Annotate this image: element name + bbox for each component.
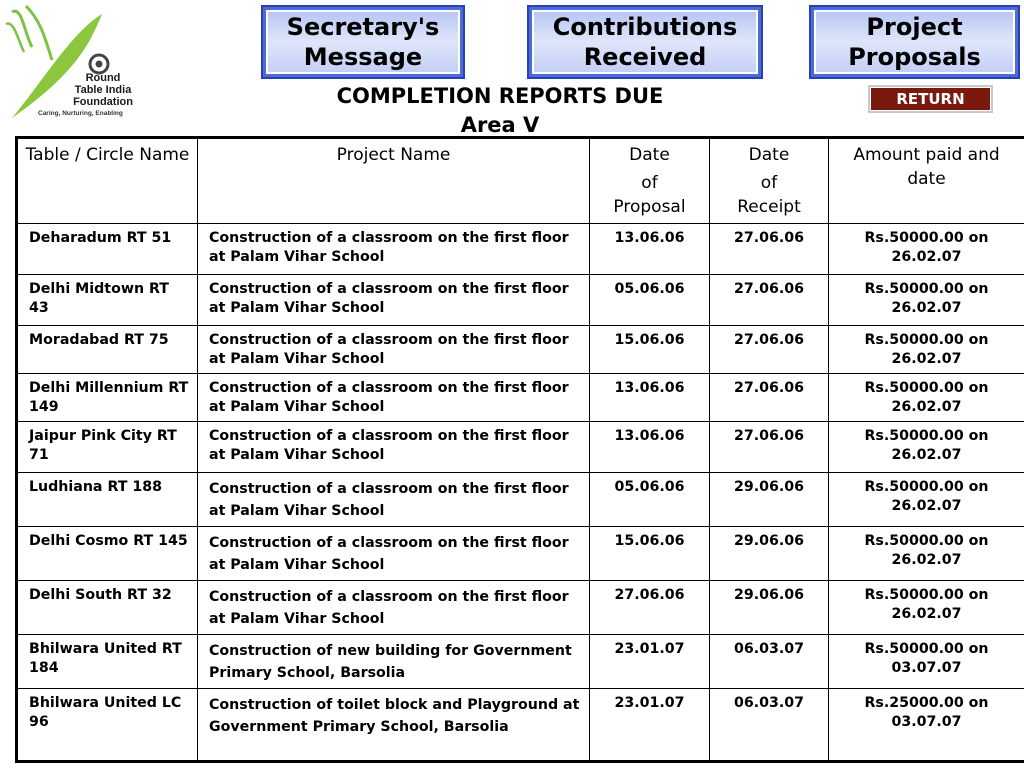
cell-proposal-date: 13.06.06 — [590, 422, 710, 473]
cell-project: Construction of a classroom on the first floor at Palam Vihar School — [198, 374, 590, 422]
cell-receipt-date: 27.06.06 — [710, 374, 829, 422]
cell-name: Jaipur Pink City RT 71 — [17, 422, 198, 473]
secretarys-message-label: Secretary's Message — [266, 10, 460, 74]
cell-amount: Rs.50000.00 on 26.02.07 — [829, 581, 1024, 635]
cell-amount: Rs.50000.00 on 26.02.07 — [829, 473, 1024, 527]
cell-amount: Rs.25000.00 on 03.07.07 — [829, 689, 1024, 762]
cell-proposal-date: 05.06.06 — [590, 473, 710, 527]
table-row — [17, 635, 1024, 689]
cell-receipt-date: 06.03.07 — [710, 635, 829, 689]
title-main: COMPLETION REPORTS DUE — [336, 84, 664, 108]
table-row — [17, 374, 1024, 422]
cell-amount: Rs.50000.00 on 26.02.07 — [829, 527, 1024, 581]
cell-receipt-date: 29.06.06 — [710, 581, 829, 635]
cell-project: Construction of a classroom on the first floor at Palam Vihar School — [198, 422, 590, 473]
cell-proposal-date: 15.06.06 — [590, 527, 710, 581]
secretarys-message-button[interactable] — [261, 5, 465, 79]
header-project: Project Name — [198, 138, 590, 224]
table-row — [17, 689, 1024, 762]
table-row — [17, 527, 1024, 581]
cell-receipt-date: 27.06.06 — [710, 326, 829, 374]
cell-name: Delhi Millennium RT 149 — [17, 374, 198, 422]
cell-project: Construction of a classroom on the first floor at Palam Vihar School — [198, 473, 590, 527]
cell-name: Delhi South RT 32 — [17, 581, 198, 635]
cell-project: Construction of toilet block and Playground at Government Primary School, Barsolia — [198, 689, 590, 762]
cell-receipt-date: 27.06.06 — [710, 422, 829, 473]
round-table-india-logo — [2, 2, 142, 122]
cell-proposal-date: 23.01.07 — [590, 635, 710, 689]
cell-amount: Rs.50000.00 on 26.02.07 — [829, 326, 1024, 374]
cell-project: Construction of a classroom on the first floor at Palam Vihar School — [198, 224, 590, 275]
header-date-proposal: Date of Proposal — [590, 138, 710, 224]
cell-name: Delhi Cosmo RT 145 — [17, 527, 198, 581]
cell-receipt-date: 27.06.06 — [710, 224, 829, 275]
table-header-row — [17, 138, 1024, 224]
cell-proposal-date: 27.06.06 — [590, 581, 710, 635]
cell-name: Delhi Midtown RT 43 — [17, 275, 198, 326]
header-amount: Amount paid and date — [829, 138, 1024, 224]
cell-amount: Rs.50000.00 on 26.02.07 — [829, 374, 1024, 422]
cell-name: Bhilwara United LC 96 — [17, 689, 198, 762]
table-row — [17, 473, 1024, 527]
cell-project: Construction of new building for Government Primary School, Barsolia — [198, 635, 590, 689]
page-title — [250, 82, 750, 140]
cell-proposal-date: 05.06.06 — [590, 275, 710, 326]
cell-amount: Rs.50000.00 on 26.02.07 — [829, 224, 1024, 275]
cell-proposal-date: 15.06.06 — [590, 326, 710, 374]
cell-amount: Rs.50000.00 on 26.02.07 — [829, 422, 1024, 473]
cell-name: Ludhiana RT 188 — [17, 473, 198, 527]
cell-proposal-date: 13.06.06 — [590, 224, 710, 275]
project-proposals-button[interactable] — [809, 5, 1020, 79]
table-row — [17, 581, 1024, 635]
return-button[interactable]: RETURN — [868, 85, 993, 113]
logo-name: Round Table India Foundation — [73, 72, 133, 108]
cell-proposal-date: 23.01.07 — [590, 689, 710, 762]
cell-receipt-date: 06.03.07 — [710, 689, 829, 762]
cell-receipt-date: 29.06.06 — [710, 473, 829, 527]
cell-receipt-date: 27.06.06 — [710, 275, 829, 326]
cell-name: Moradabad RT 75 — [17, 326, 198, 374]
cell-project: Construction of a classroom on the first floor at Palam Vihar School — [198, 581, 590, 635]
cell-project: Construction of a classroom on the first floor at Palam Vihar School — [198, 326, 590, 374]
cell-name: Deharadum RT 51 — [17, 224, 198, 275]
contributions-received-label: Contributions Received — [532, 10, 758, 74]
table-row — [17, 224, 1024, 275]
contributions-received-button[interactable] — [527, 5, 763, 79]
table-row — [17, 422, 1024, 473]
cell-receipt-date: 29.06.06 — [710, 527, 829, 581]
cell-project: Construction of a classroom on the first floor at Palam Vihar School — [198, 275, 590, 326]
completion-reports-table — [15, 136, 1024, 763]
cell-amount: Rs.50000.00 on 03.07.07 — [829, 635, 1024, 689]
project-proposals-label: Project Proposals — [814, 10, 1015, 74]
header-name: Table / Circle Name — [17, 138, 198, 224]
table-row — [17, 275, 1024, 326]
header-date-receipt: Date of Receipt — [710, 138, 829, 224]
cell-amount: Rs.50000.00 on 26.02.07 — [829, 275, 1024, 326]
title-area: Area V — [460, 113, 540, 137]
cell-name: Bhilwara United RT 184 — [17, 635, 198, 689]
logo-tagline: Caring, Nurturing, Enabling — [38, 110, 123, 117]
table-row — [17, 326, 1024, 374]
cell-proposal-date: 13.06.06 — [590, 374, 710, 422]
cell-project: Construction of a classroom on the first floor at Palam Vihar School — [198, 527, 590, 581]
